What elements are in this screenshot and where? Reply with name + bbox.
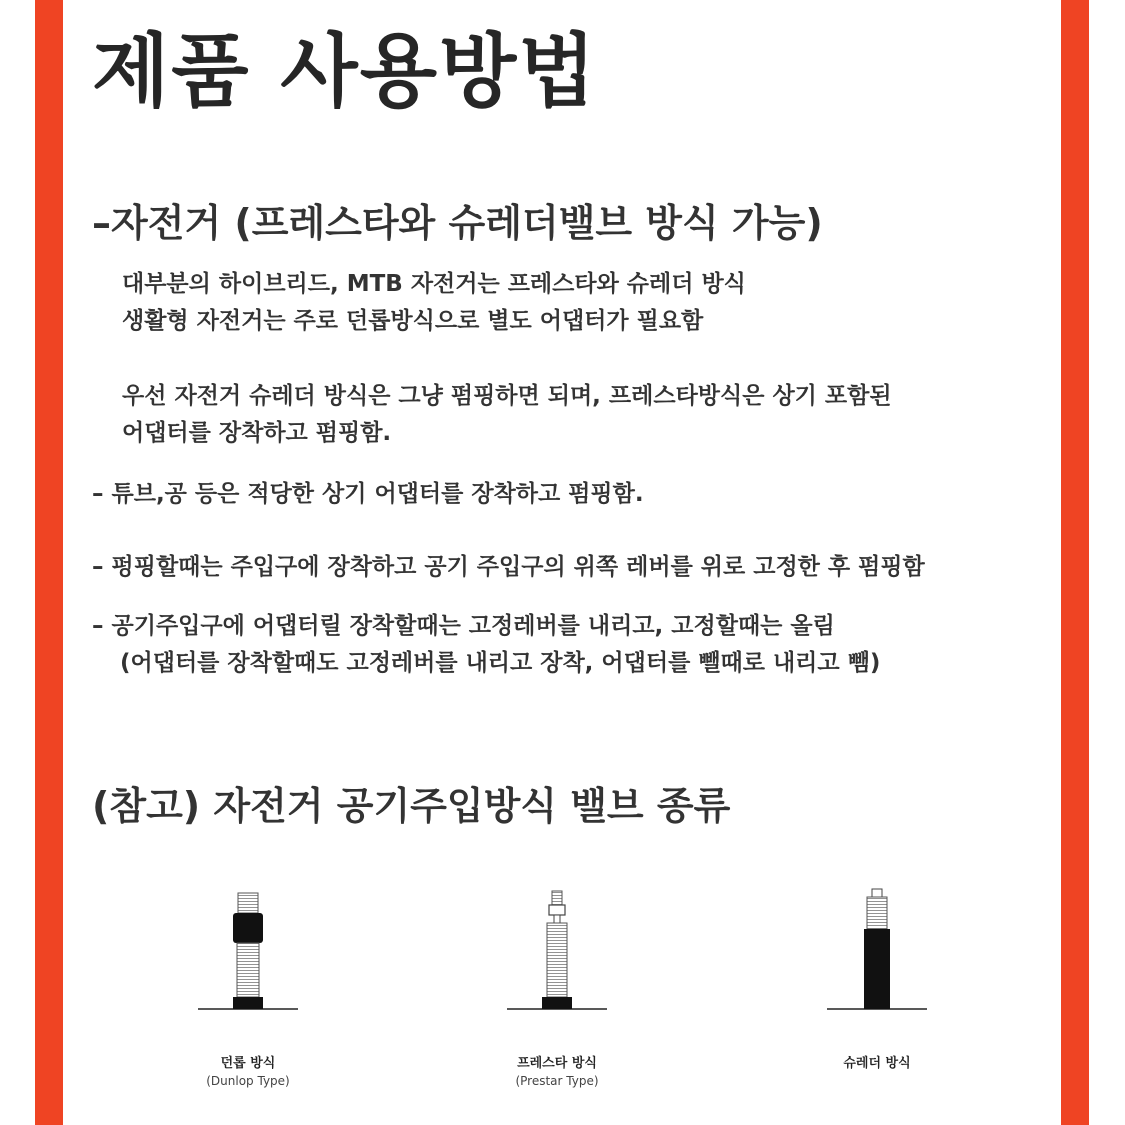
- paragraph-line: 대부분의 하이브리드, MTB 자전거는 프레스타와 슈레더 방식: [122, 271, 746, 297]
- bullet-pumping-lever: [92, 549, 925, 586]
- page-title: 제품 사용방법: [92, 25, 598, 118]
- pumping-method-paragraph: [122, 378, 892, 452]
- dunlop-valve-icon: [183, 885, 313, 1015]
- dunlop-valve-label: [148, 1055, 348, 1089]
- paragraph-line: 생활형 자전거는 주로 던롭방식으로 별도 어댑터가 필요함: [122, 308, 704, 334]
- valve-label-korean: 던롭 방식: [220, 1056, 276, 1071]
- bullet-line: – 펑핑할때는 주입구에 장착하고 공기 주입구의 위쪽 레버를 위로 고정한 후 펌핑함: [92, 554, 925, 580]
- valve-label-korean: 프레스타 방식: [517, 1056, 597, 1071]
- paragraph-line: 어댑터를 장착하고 펌핑함.: [122, 420, 392, 446]
- valve-label-english: (Prestar Type): [515, 1074, 599, 1088]
- valve-label-english: (Dunlop Type): [206, 1074, 290, 1088]
- bicycle-types-paragraph: [122, 266, 746, 340]
- bicycle-section-heading: –자전거 (프레스타와 슈레더밸브 방식 가능): [92, 201, 823, 245]
- schrader-valve-label: [777, 1055, 977, 1073]
- bullet-line: – 튜브,공 등은 적당한 상기 어댑터를 장착하고 펌핑함.: [92, 481, 644, 507]
- bullet-line: – 공기주입구에 어댑터릴 장착할때는 고정레버를 내리고, 고정할때는 올림: [92, 613, 835, 639]
- prestar-valve-label: [457, 1055, 657, 1089]
- schrader-valve-icon: [812, 885, 942, 1015]
- prestar-valve-icon: [492, 885, 622, 1015]
- valve-label-korean: 슈레더 방식: [843, 1056, 911, 1071]
- bullet-adapter-lever: [92, 608, 880, 682]
- bullet-tube-ball: [92, 476, 644, 513]
- paragraph-line: 우선 자전거 슈레더 방식은 그냥 펌핑하면 되며, 프레스타방식은 상기 포함된: [122, 383, 892, 409]
- bullet-line: (어댑터를 장착할때도 고정레버를 내리고 장착, 어댑터를 뺄때로 내리고 뺌): [120, 650, 881, 676]
- left-red-border: [35, 0, 63, 1125]
- right-red-border: [1061, 0, 1089, 1125]
- valve-types-heading: (참고) 자전거 공기주입방식 밸브 종류: [92, 784, 731, 828]
